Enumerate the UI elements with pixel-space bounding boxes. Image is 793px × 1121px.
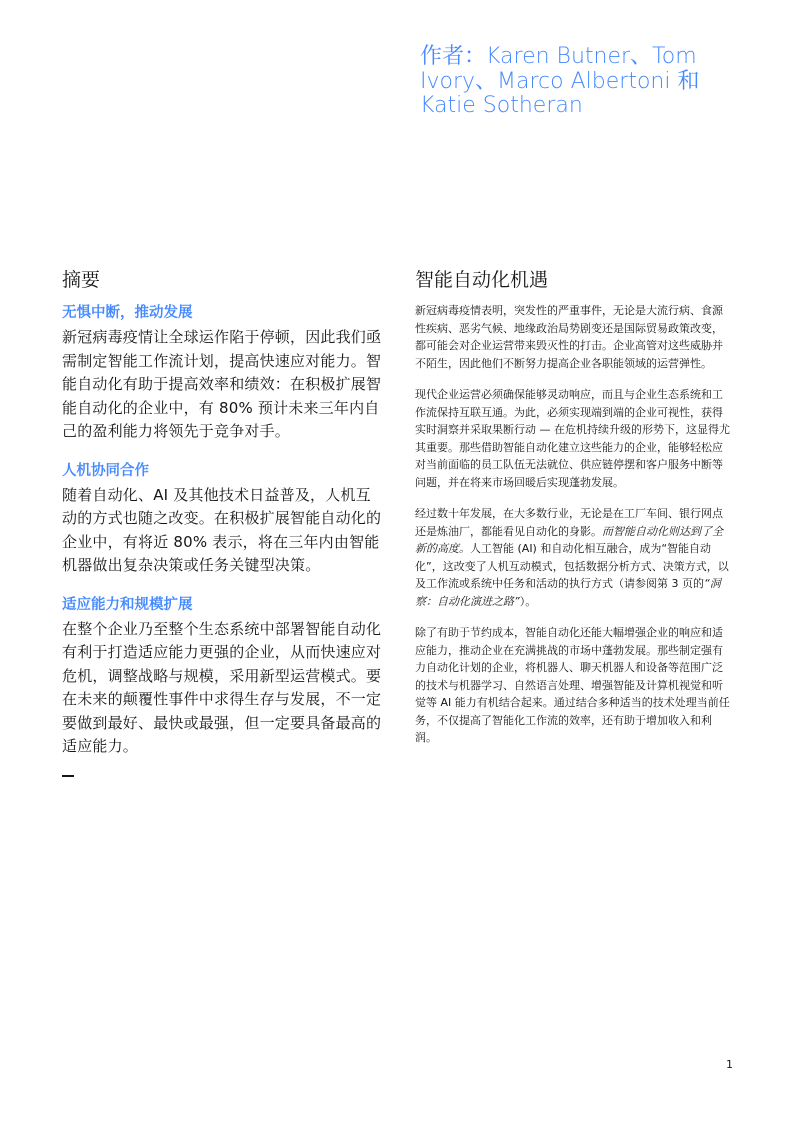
opportunity-column	[415, 266, 731, 761]
paragraph-3-part-e: ）。	[519, 594, 537, 608]
subheading-resilience: 无惧中断，推动发展	[62, 304, 193, 321]
opportunity-paragraph-4: 除了有助于节约成本，智能自动化还能大幅增强企业的响应和适应能力，推动企业在充满挑战的市场中蓬勃发展。那些制定强有力自动化计划的企业，将机器人、聊天机器人和设备等范围广泛的技术与机器学习、自然语言处理、增强智能及计算机视觉和听觉等 AI 能力有机结合起来。通过结合多种适当的技术处理当前任务，不仅提高了智能化工作流的效率，还有助于增加收入和利润。	[415, 626, 730, 744]
opportunity-paragraph-3	[415, 505, 731, 610]
summary-title: 摘要	[62, 269, 101, 291]
page-number: 1	[726, 1058, 733, 1071]
summary-paragraph-collaboration: 随着自动化、AI 及其他技术日益普及，人机互动的方式也随之改变。在积极扩展智能自动化的企业中，有将近 80% 表示，将在三年内由智能机器做出复杂决策或任务关键型决策。	[62, 485, 382, 574]
opportunity-paragraph-1: 新冠病毒疫情表明，突发性的严重事件，无论是大流行病、食源性疾病、恶劣气候、地缘政治局势剧变还是国际贸易政策改变，都可能会对企业运营带来毁灭性的打击。企业高管对这些威胁并不陌生，因此他们不断努力提高企业各职能领域的运营弹性。	[415, 304, 723, 370]
paragraph-3-part-c: 人工智能 (AI) 和自动化相互融合，成为“智能自动化”，这改变了人机互动模式，包括数据分析方式、决策方式，以及工作流或系统中任务和活动的执行方式（请参阅第 3 页的	[415, 542, 729, 590]
subheading-adaptability: 适应能力和规模扩展	[62, 595, 193, 613]
summary-paragraph-resilience: 新冠病毒疫情让全球运作陷于停顿，因此我们亟需制定智能工作流计划，提高快速应对能力。智能自动化有助于提高效率和绩效：在积极扩展智能自动化的企业中，有 80% 预计未来三年内自己的盈利能力将领先于竞争对手。	[62, 328, 382, 440]
opportunity-title: 智能自动化机遇	[415, 269, 549, 291]
opportunity-paragraph-2: 现代企业运营必须确保能够灵动响应，而且与企业生态系统和工作流保持互联互通。为此，必须实现端到端的企业可视性，获得实时洞察并采取果断行动 — 在危机持续升级的形势下，这显得尤其重要。那些借助智能自动化建立这些能力的企业，能够轻松应对当前面临的员工队伍无法就位、供应链停摆和客户服务中断等问题，并在将来市场回暖后实现蓬勃发展。	[415, 388, 730, 489]
summary-paragraph-adaptability: 在整个企业乃至整个生态系统中部署智能自动化有利于打造适应能力更强的企业，从而快速应对危机，调整战略与规模，采用新型运营模式。要在未来的颠覆性事件中求得生存与发展，不一定要做到最好、最快或最强，但一定要具备最高的适应能力。	[62, 619, 382, 755]
summary-column	[62, 266, 382, 777]
subheading-collaboration: 人机协同合作	[62, 461, 149, 479]
section-end-dash	[62, 775, 74, 777]
paragraph-3-reference: “洞察：自动化演进之路”	[415, 577, 721, 608]
paragraph-3-emphasis: 而智能自动化则达到了全新的高度。	[415, 524, 723, 555]
author-list: 作者：Karen Butner、Tom Ivory、Marco Albertoni 和 Katie Sotheran	[420, 44, 700, 118]
paragraph-3-part-a: 经过数十年发展，在大多数行业，无论是在工厂车间、银行网点还是炼油厂，都能看见自动化的身影。	[415, 507, 723, 538]
